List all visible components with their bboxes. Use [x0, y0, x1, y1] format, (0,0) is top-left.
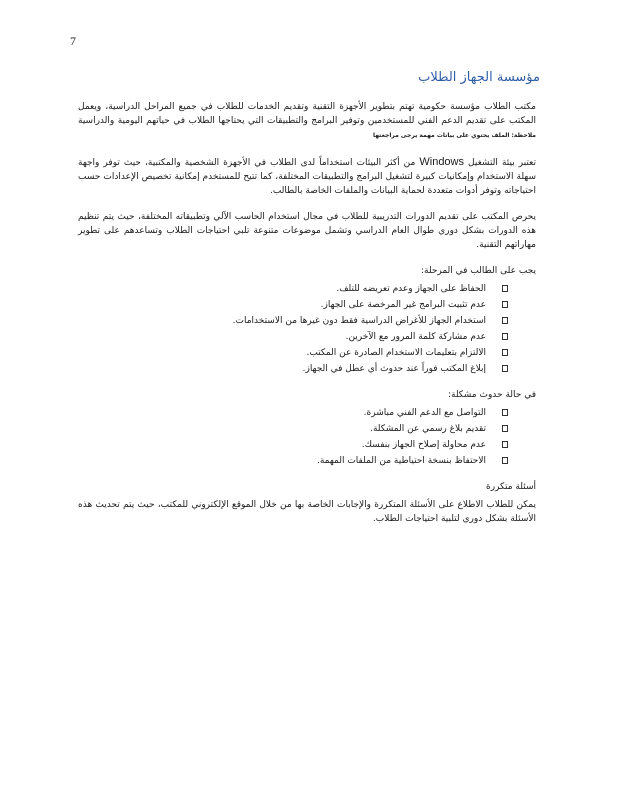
paragraph-windows-after: من أكثر البيئات استخداماً لدى الطلاب في الأجهزة الشخصية والمكتبية، حيث توفر واجهة سهلة الاستخدام وإمكانيات كبيرة لتشغيل البرامج والتطبيقات المختلفة، كما تتيح للمستخدم إمكانية تخصيص الإعدادات حسب احتياجاته وتوفر أدوات متعددة لحماية البيانات والملفات الخاصة بالطالب.	[78, 158, 536, 196]
bullet-icon	[502, 285, 508, 292]
closing-heading: أسئلة متكررة	[486, 482, 536, 492]
list-item: عدم محاولة إصلاح الجهاز بنفسك.	[78, 438, 508, 452]
paragraph-windows	[78, 155, 536, 198]
bullet-icon	[502, 317, 508, 324]
list2-heading: في حالة حدوث مشكلة:	[447, 390, 536, 400]
list-item: إبلاغ المكتب فوراً عند حدوث أي عطل في الجهاز.	[78, 362, 508, 376]
windows-term: Windows	[419, 156, 464, 168]
list-item: الاحتفاظ بنسخة احتياطية من الملفات المهمة.	[78, 454, 508, 468]
paragraph-intro-text: مكتب الطلاب مؤسسة حكومية تهتم بتطوير الأجهزة التقنية وتقديم الخدمات للطلاب في جميع المراحل الدراسية، ويعمل المكتب على تقديم الدعم الفني للمستخدمين وتوفير البرامج والتطبيقات التي يحتاجها الطلاب في حياتهم اليومية والدراسية	[78, 102, 536, 126]
list-item: عدم تثبيت البرامج غير المرخصة على الجهاز.	[78, 298, 508, 312]
bullet-icon	[502, 333, 508, 340]
bullet-icon	[502, 301, 508, 308]
closing-paragraph: يمكن للطلاب الاطلاع على الأسئلة المتكررة والإجابات الخاصة بها من خلال الموقع الإلكتروني للمكتب، حيث يتم تحديث هذه الأسئلة بشكل دوري لتلبية احتياجات الطلاب.	[78, 500, 536, 524]
list-item: الالتزام بتعليمات الاستخدام الصادرة عن المكتب.	[78, 346, 508, 360]
bullet-icon	[502, 425, 508, 432]
list-item: الحفاظ على الجهاز وعدم تعريضه للتلف.	[78, 282, 508, 296]
document-title: مؤسسة الجهاز الطلاب	[418, 70, 540, 85]
paragraph-intro-note: ملاحظة: الملف يحتوي على بيانات مهمة يرجى مراجعتها	[372, 132, 536, 139]
list-item: عدم مشاركة كلمة المرور مع الآخرين.	[78, 330, 508, 344]
list1	[78, 282, 536, 376]
list-item: تقديم بلاغ رسمي عن المشكلة.	[78, 422, 508, 436]
paragraph-windows-before: تعتبر بيئة التشغيل	[468, 158, 536, 168]
list-item: استخدام الجهاز للأغراض الدراسية فقط دون غيرها من الاستخدامات.	[78, 314, 508, 328]
bullet-icon	[502, 457, 508, 464]
list1-heading: يجب على الطالب في المرحلة:	[420, 266, 536, 276]
page-number: 7	[70, 34, 76, 48]
bullet-icon	[502, 409, 508, 416]
bullet-icon	[502, 349, 508, 356]
list-item: التواصل مع الدعم الفني مباشرة.	[78, 406, 508, 420]
document-body	[78, 100, 536, 538]
paragraph-intro	[78, 100, 536, 143]
list2	[78, 406, 536, 468]
paragraph-training: يحرص المكتب على تقديم الدورات التدريبية للطلاب في مجال استخدام الحاسب الآلي وتطبيقاته المختلفة، حيث يتم تنظيم هذه الدورات بشكل دوري طوال العام الدراسي وتشمل موضوعات متنوعة تلبي احتياجات الطلاب وتساعدهم على تطوير مهاراتهم التقنية.	[78, 212, 536, 250]
bullet-icon	[502, 441, 508, 448]
bullet-icon	[502, 365, 508, 372]
